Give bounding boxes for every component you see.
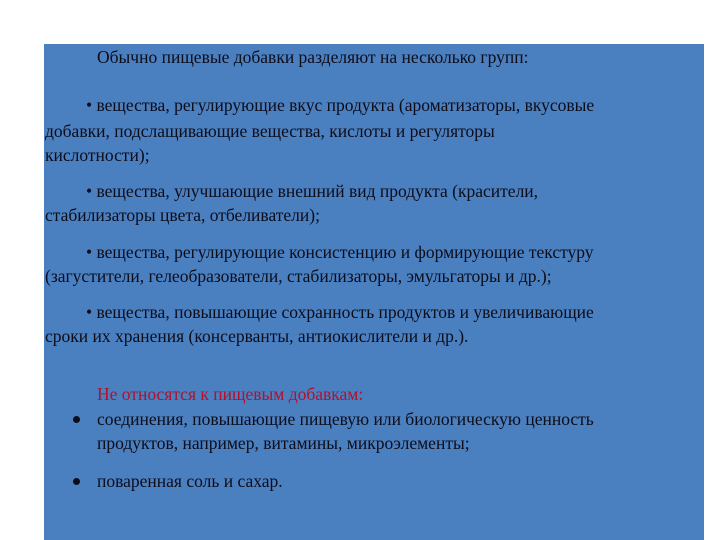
exclusion-2-line-1: поваренная соль и сахар. — [97, 471, 283, 491]
group-1-line-2: добавки, подслащивающие вещества, кислоты и регуляторы — [45, 121, 495, 141]
exclusion-heading: Не относятся к пищевым добавкам: — [97, 384, 364, 404]
intro-text: Обычно пищевые добавки разделяют на несколько групп: — [97, 47, 529, 67]
group-1-line-3: кислотности); — [45, 145, 150, 165]
exclusion-1-line-1: соединения, повышающие пищевую или биологическую ценность — [97, 409, 594, 429]
group-2-line-2: стабилизаторы цвета, отбеливатели); — [45, 205, 320, 225]
group-4-line-2: сроки их хранения (консерванты, антиокислители и др.). — [45, 326, 469, 346]
group-2-line-1: • вещества, улучшающие внешний вид продукта (красители, — [86, 181, 539, 201]
group-3-line-2: (загустители, гелеобразователи, стабилизаторы, эмульгаторы и др.); — [45, 266, 552, 286]
group-4-line-1: • вещества, повышающие сохранность продуктов и увеличивающие — [86, 302, 594, 322]
group-1-line-1: • вещества, регулирующие вкус продукта (ароматизаторы, вкусовые — [86, 95, 595, 115]
bullet-icon — [73, 478, 80, 485]
exclusion-1-line-2: продуктов, например, витамины, микроэлементы; — [97, 433, 470, 453]
group-3-line-1: • вещества, регулирующие консистенцию и формирующие текстуру — [86, 242, 594, 262]
content-panel — [44, 44, 704, 540]
bullet-icon — [73, 416, 80, 423]
